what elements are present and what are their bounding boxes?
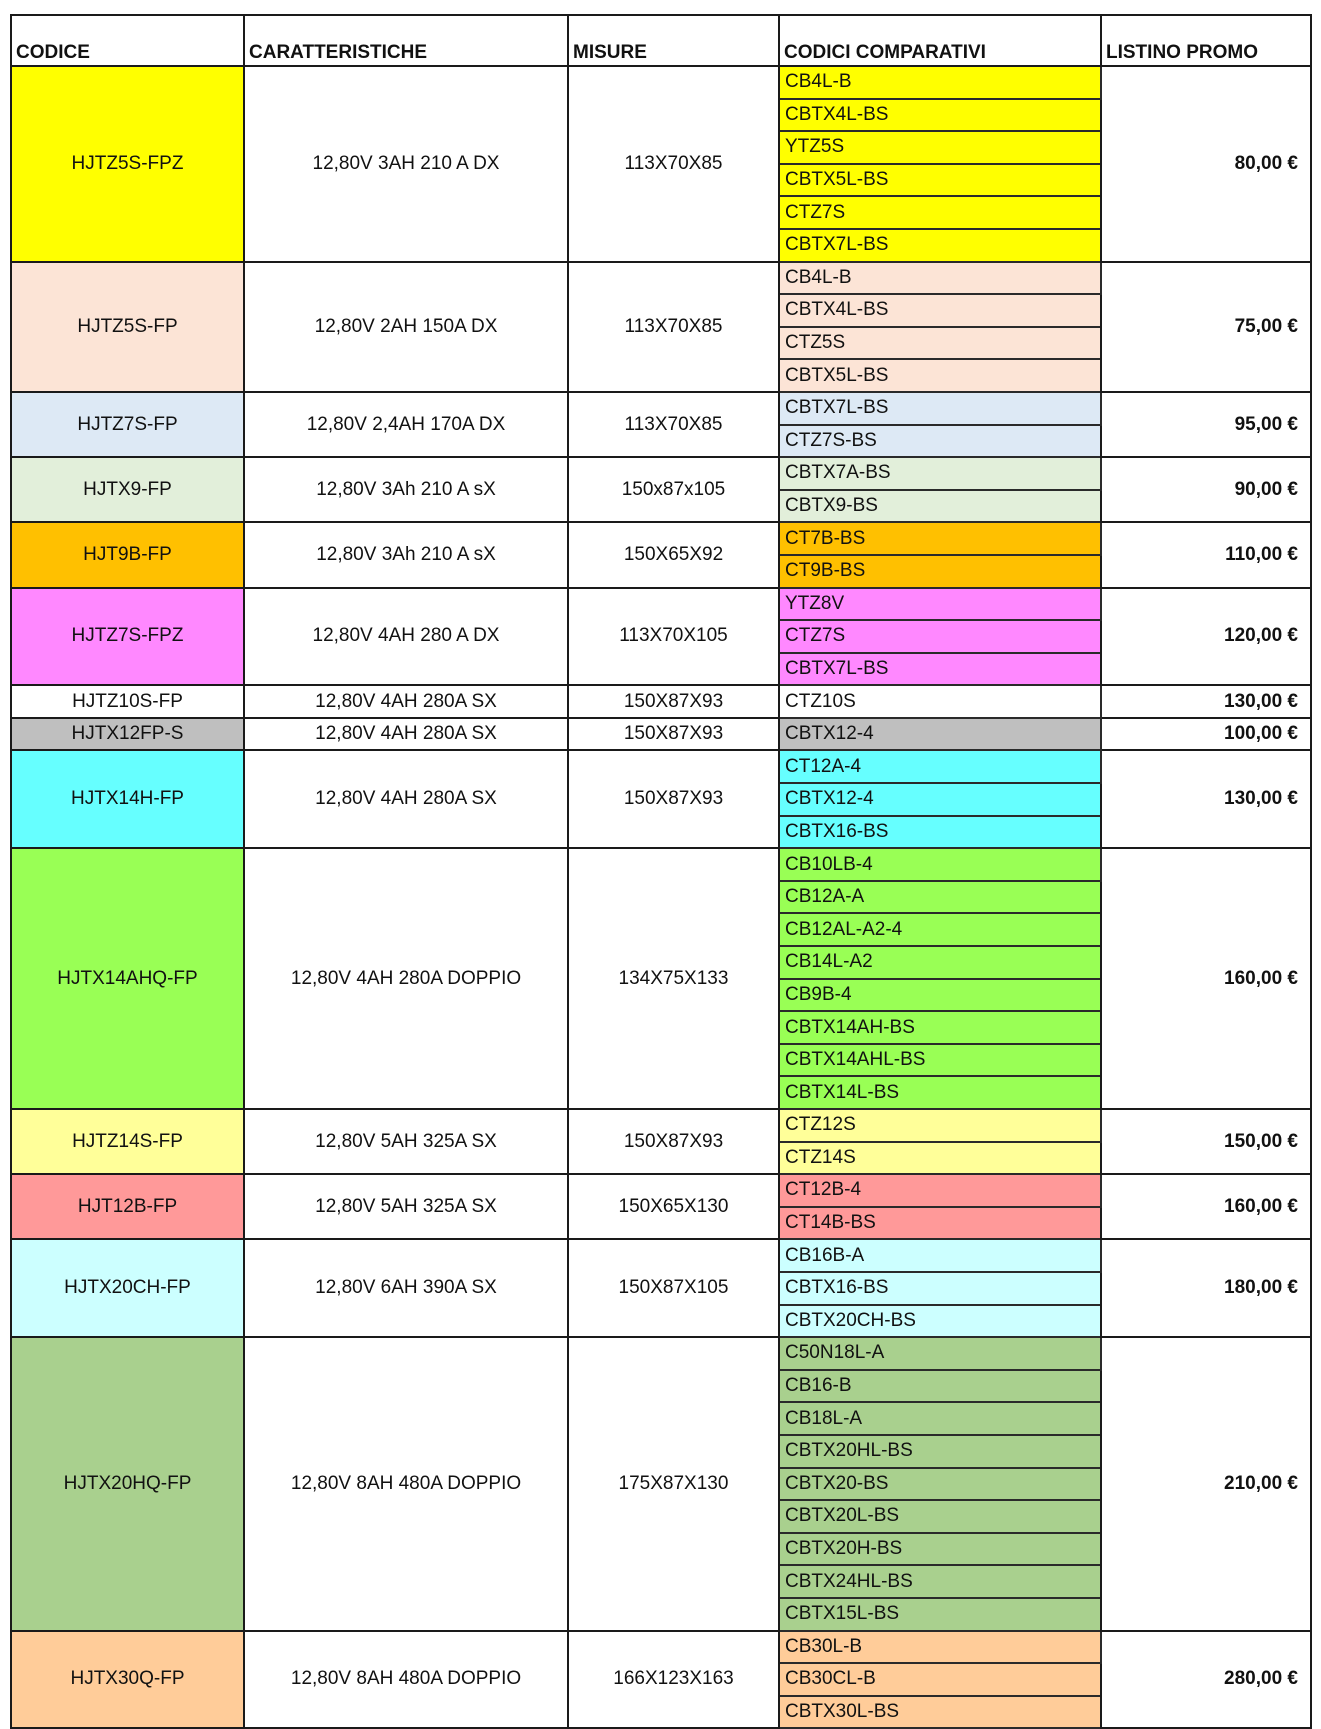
table-row	[11, 1109, 1311, 1142]
comparative-code: CB4L-B	[779, 262, 1101, 295]
product-specs: 12,80V 3AH 210 A DX	[244, 66, 568, 262]
table-row	[11, 1174, 1311, 1207]
header-misure: MISURE	[568, 15, 779, 66]
promo-price: 280,00 €	[1101, 1631, 1311, 1729]
comparative-code: CB18L-A	[779, 1402, 1101, 1435]
comparative-code: YTZ8V	[779, 588, 1101, 621]
comparative-code: CBTX15L-BS	[779, 1598, 1101, 1631]
product-code: HJT9B-FP	[11, 522, 244, 587]
comparative-code: CTZ12S	[779, 1109, 1101, 1142]
promo-price: 90,00 €	[1101, 457, 1311, 522]
product-specs: 12,80V 4AH 280 A DX	[244, 588, 568, 686]
product-size: 113X70X85	[568, 392, 779, 457]
product-specs: 12,80V 8AH 480A DOPPIO	[244, 1631, 568, 1729]
battery-table	[10, 14, 1312, 1729]
comparative-code: CBTX12-4	[779, 718, 1101, 751]
product-code: HJT12B-FP	[11, 1174, 244, 1239]
product-size: 113X70X85	[568, 262, 779, 392]
product-specs: 12,80V 5AH 325A SX	[244, 1109, 568, 1174]
promo-price: 130,00 €	[1101, 685, 1311, 718]
comparative-code: CBTX4L-BS	[779, 294, 1101, 327]
table-row	[11, 718, 1311, 751]
comparative-code: CTZ10S	[779, 685, 1101, 718]
comparative-code: CTZ7S	[779, 196, 1101, 229]
product-size: 166X123X163	[568, 1631, 779, 1729]
product-size: 150X87X93	[568, 750, 779, 848]
product-code: HJTX14AHQ-FP	[11, 848, 244, 1109]
product-size: 175X87X130	[568, 1337, 779, 1630]
header-listino-promo: LISTINO PROMO	[1101, 15, 1311, 66]
comparative-code: CBTX20-BS	[779, 1468, 1101, 1501]
product-size: 150X87X105	[568, 1239, 779, 1337]
product-code: HJTZ5S-FPZ	[11, 66, 244, 262]
comparative-code: CTZ14S	[779, 1142, 1101, 1175]
comparative-code: CB14L-A2	[779, 946, 1101, 979]
product-specs: 12,80V 4AH 280A DOPPIO	[244, 848, 568, 1109]
table-row	[11, 457, 1311, 490]
promo-price: 75,00 €	[1101, 262, 1311, 392]
comparative-code: CT7B-BS	[779, 522, 1101, 555]
comparative-code: CT12B-4	[779, 1174, 1101, 1207]
comparative-code: CBTX16-BS	[779, 1272, 1101, 1305]
comparative-code: CBTX20CH-BS	[779, 1305, 1101, 1338]
comparative-code: CBTX14L-BS	[779, 1076, 1101, 1109]
promo-price: 130,00 €	[1101, 750, 1311, 848]
product-size: 150X65X130	[568, 1174, 779, 1239]
price-list-sheet	[10, 14, 1310, 1722]
promo-price: 160,00 €	[1101, 1174, 1311, 1239]
product-code: HJTX9-FP	[11, 457, 244, 522]
promo-price: 100,00 €	[1101, 718, 1311, 751]
comparative-code: CBTX16-BS	[779, 816, 1101, 849]
promo-price: 120,00 €	[1101, 588, 1311, 686]
product-code: HJTZ7S-FPZ	[11, 588, 244, 686]
promo-price: 80,00 €	[1101, 66, 1311, 262]
comparative-code: CBTX4L-BS	[779, 99, 1101, 132]
table-row	[11, 685, 1311, 718]
comparative-code: CT14B-BS	[779, 1207, 1101, 1240]
product-specs: 12,80V 8AH 480A DOPPIO	[244, 1337, 568, 1630]
product-specs: 12,80V 4AH 280A SX	[244, 685, 568, 718]
product-code: HJTZ10S-FP	[11, 685, 244, 718]
product-size: 150X87X93	[568, 718, 779, 751]
comparative-code: CTZ5S	[779, 327, 1101, 360]
comparative-code: CBTX30L-BS	[779, 1696, 1101, 1729]
comparative-code: YTZ5S	[779, 131, 1101, 164]
comparative-code: CBTX7L-BS	[779, 653, 1101, 686]
header-codici-comparativi: CODICI COMPARATIVI	[779, 15, 1101, 66]
promo-price: 95,00 €	[1101, 392, 1311, 457]
comparative-code: CT12A-4	[779, 750, 1101, 783]
comparative-code: CB16B-A	[779, 1239, 1101, 1272]
comparative-code: CB30L-B	[779, 1631, 1101, 1664]
comparative-code: CBTX20H-BS	[779, 1533, 1101, 1566]
comparative-code: CBTX7L-BS	[779, 392, 1101, 425]
header-row	[11, 15, 1311, 66]
product-size: 150X87X93	[568, 685, 779, 718]
comparative-code: CB12AL-A2-4	[779, 913, 1101, 946]
promo-price: 110,00 €	[1101, 522, 1311, 587]
product-specs: 12,80V 4AH 280A SX	[244, 718, 568, 751]
product-specs: 12,80V 4AH 280A SX	[244, 750, 568, 848]
table-row	[11, 262, 1311, 295]
product-size: 134X75X133	[568, 848, 779, 1109]
product-code: HJTZ5S-FP	[11, 262, 244, 392]
product-size: 113X70X85	[568, 66, 779, 262]
table-row	[11, 392, 1311, 425]
comparative-code: CBTX7L-BS	[779, 229, 1101, 262]
table-row	[11, 588, 1311, 621]
product-specs: 12,80V 3Ah 210 A sX	[244, 522, 568, 587]
product-size: 113X70X105	[568, 588, 779, 686]
table-row	[11, 66, 1311, 99]
table-body	[11, 66, 1311, 1728]
promo-price: 210,00 €	[1101, 1337, 1311, 1630]
comparative-code: CBTX20L-BS	[779, 1500, 1101, 1533]
product-specs: 12,80V 2AH 150A DX	[244, 262, 568, 392]
comparative-code: C50N18L-A	[779, 1337, 1101, 1370]
comparative-code: CBTX20HL-BS	[779, 1435, 1101, 1468]
comparative-code: CBTX9-BS	[779, 490, 1101, 523]
comparative-code: CBTX14AHL-BS	[779, 1044, 1101, 1077]
comparative-code: CBTX24HL-BS	[779, 1565, 1101, 1598]
product-code: HJTX20CH-FP	[11, 1239, 244, 1337]
product-specs: 12,80V 6AH 390A SX	[244, 1239, 568, 1337]
comparative-code: CB4L-B	[779, 66, 1101, 99]
comparative-code: CB10LB-4	[779, 848, 1101, 881]
product-specs: 12,80V 3Ah 210 A sX	[244, 457, 568, 522]
comparative-code: CBTX5L-BS	[779, 359, 1101, 392]
comparative-code: CBTX7A-BS	[779, 457, 1101, 490]
comparative-code: CTZ7S-BS	[779, 425, 1101, 458]
product-code: HJTX30Q-FP	[11, 1631, 244, 1729]
product-size: 150x87x105	[568, 457, 779, 522]
comparative-code: CBTX14AH-BS	[779, 1011, 1101, 1044]
product-code: HJTZ7S-FP	[11, 392, 244, 457]
table-row	[11, 1631, 1311, 1664]
table-row	[11, 848, 1311, 881]
comparative-code: CB30CL-B	[779, 1663, 1101, 1696]
comparative-code: CBTX12-4	[779, 783, 1101, 816]
promo-price: 160,00 €	[1101, 848, 1311, 1109]
comparative-code: CB12A-A	[779, 881, 1101, 914]
comparative-code: CTZ7S	[779, 620, 1101, 653]
product-size: 150X65X92	[568, 522, 779, 587]
comparative-code: CT9B-BS	[779, 555, 1101, 588]
product-specs: 12,80V 2,4AH 170A DX	[244, 392, 568, 457]
table-row	[11, 522, 1311, 555]
promo-price: 150,00 €	[1101, 1109, 1311, 1174]
comparative-code: CB9B-4	[779, 979, 1101, 1012]
product-code: HJTZ14S-FP	[11, 1109, 244, 1174]
table-row	[11, 1239, 1311, 1272]
promo-price: 180,00 €	[1101, 1239, 1311, 1337]
product-code: HJTX20HQ-FP	[11, 1337, 244, 1630]
comparative-code: CBTX5L-BS	[779, 164, 1101, 197]
product-code: HJTX14H-FP	[11, 750, 244, 848]
table-row	[11, 1337, 1311, 1370]
table-row	[11, 750, 1311, 783]
product-size: 150X87X93	[568, 1109, 779, 1174]
product-specs: 12,80V 5AH 325A SX	[244, 1174, 568, 1239]
comparative-code: CB16-B	[779, 1370, 1101, 1403]
product-code: HJTX12FP-S	[11, 718, 244, 751]
header-caratteristiche: CARATTERISTICHE	[244, 15, 568, 66]
header-codice: CODICE	[11, 15, 244, 66]
